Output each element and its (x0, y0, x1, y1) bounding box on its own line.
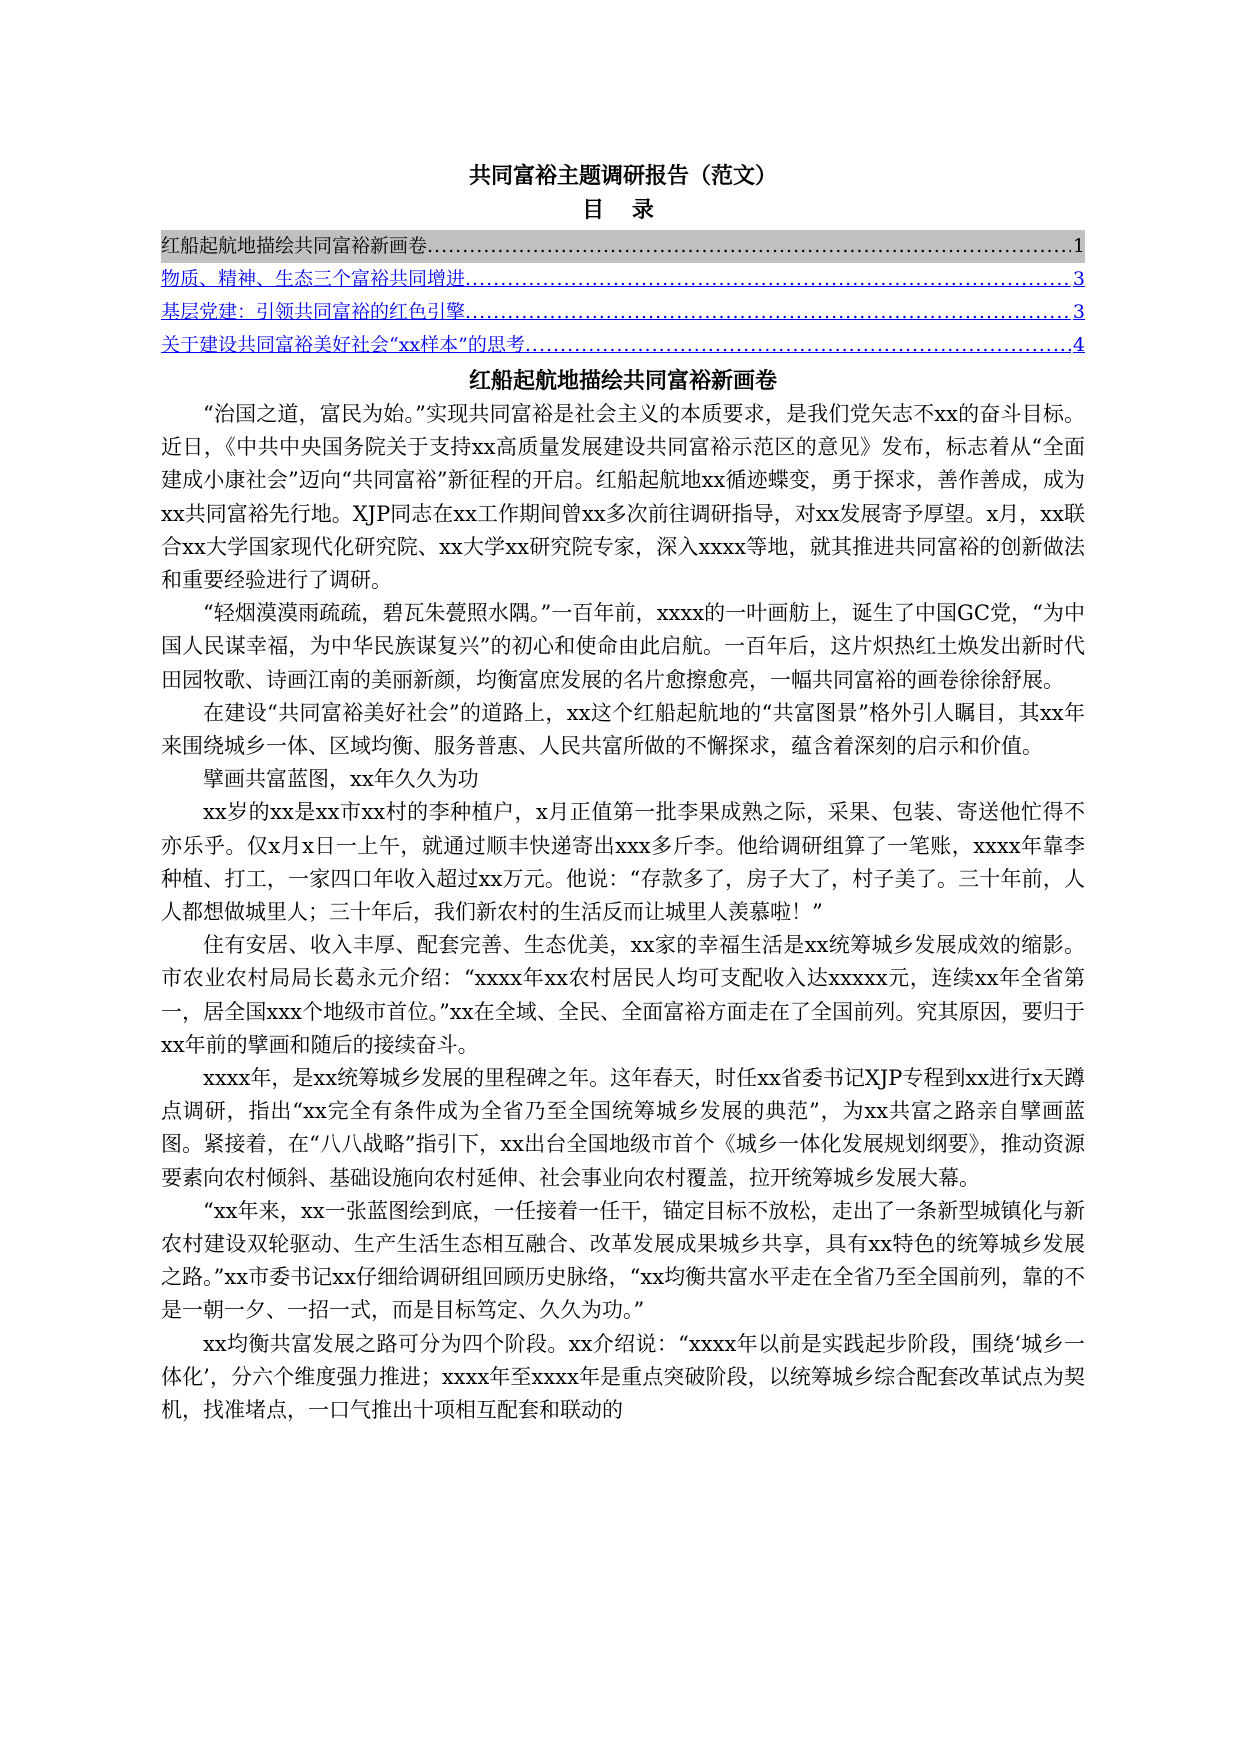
paragraph: 住有安居、收入丰厚、配套完善、生态优美，xx家的幸福生活是xx统筹城乡发展成效的缩影。市农业农村局局长葛永元介绍：“xxxx年xx农村居民人均可支配收入达xxxxx元，连续xx年全省第一，居全国xxx个地级市首位。”xx在全域、全民、全面富裕方面走在了全国前列。究其原因，要归于xx年前的擘画和随后的接续奋斗。 (161, 933, 1085, 1057)
document-title: 共同富裕主题调研报告（范文） (468, 163, 777, 189)
toc-page-number: 3 (1072, 301, 1085, 323)
toc-dot-leader (465, 263, 1071, 296)
toc-entry-text: 基层党建：引领共同富裕的红色引擎 (161, 301, 466, 323)
toc-entry[interactable] (161, 329, 1085, 362)
paragraph: xx均衡共富发展之路可分为四个阶段。xx介绍说：“xxxx年以前是实践起步阶段，围绕‘城乡一体化’，分六个维度强力推进；xxxx年至xxxx年是重点突破阶段，以统筹城乡综合配套改革试点为契机，找准堵点，一口气推出十项相互配套和联动的 (161, 1331, 1085, 1423)
toc-entry[interactable] (161, 296, 1085, 329)
toc-dot-leader (525, 329, 1071, 362)
toc-entry-text: 红船起航地描绘共同富裕新画卷 (161, 235, 428, 257)
paragraph: “xx年来，xx一张蓝图绘到底，一任接着一任干，锚定目标不放松，走出了一条新型城镇化与新农村建设双轮驱动、生产生活生态相互融合、改革发展成果城乡共享，具有xx特色的统筹城乡发展之路。”xx市委书记xx仔细给调研组回顾历史脉络，“xx均衡共富水平走在全省乃至全国前列，靠的不是一朝一夕、一招一式，而是目标笃定、久久为功。” (161, 1198, 1085, 1323)
subheading-paragraph: 擘画共富蓝图，xx年久久为功 (203, 767, 479, 792)
document-page (161, 160, 1085, 1427)
toc-entry-text: 关于建设共同富裕美好社会“xx样本”的思考 (161, 334, 525, 356)
toc-page-number: 3 (1072, 268, 1085, 290)
toc-entry-text: 物质、精神、生态三个富裕共同增进 (161, 268, 466, 290)
toc-page-number: 4 (1072, 334, 1085, 356)
toc-dot-leader (427, 230, 1071, 263)
paragraph: “治国之道，富民为始。”实现共同富裕是社会主义的本质要求，是我们党矢志不xx的奋斗目标。近日，《中共中央国务院关于支持xx高质量发展建设共同富裕示范区的意见》发布，标志着从“全面建成小康社会”迈向“共同富裕”新征程的开启。红船起航地xx循迹蝶变，勇于探求，善作善成，成为xx共同富裕先行地。XJP同志在xx工作期间曾xx多次前往调研指导，对xx发展寄予厚望。x月，xx联合xx大学国家现代化研究院、xx大学xx研究院专家，深入xxxx等地，就其推进共同富裕的创新做法和重要经验进行了调研。 (161, 402, 1085, 593)
toc-heading: 目 录 (582, 197, 664, 223)
paragraph: xx岁的xx是xx市xx村的李种植户，x月正值第一批李果成熟之际，采果、包装、寄送他忙得不亦乐乎。仅x月x日一上午，就通过顺丰快递寄出xxx多斤李。他给调研组算了一笔账，xxxx年靠李种植、打工，一家四口年收入超过xx万元。他说：“存款多了，房子大了，村子美了。三十年前，人人都想做城里人；三十年后，我们新农村的生活反而让城里人羡慕啦！” (161, 800, 1085, 925)
toc-page-number: 1 (1072, 235, 1085, 257)
body-text (161, 398, 1085, 1427)
paragraph: “轻烟漠漠雨疏疏，碧瓦朱甍照水隅。”一百年前，xxxx的一叶画舫上，诞生了中国GC党，“为中国人民谋幸福，为中华民族谋复兴”的初心和使命由此启航。一百年后，这片炽热红土焕发出新时代田园牧歌、诗画江南的美丽新颜，均衡富庶发展的名片愈擦愈亮，一幅共同富裕的画卷徐徐舒展。 (161, 601, 1085, 692)
toc-entry[interactable] (161, 263, 1085, 296)
paragraph: 在建设“共同富裕美好社会”的道路上，xx这个红船起航地的“共富图景”格外引人瞩目，其xx年来围绕城乡一体、区域均衡、服务普惠、人民共富所做的不懈探求，蕴含着深刻的启示和价值。 (161, 700, 1085, 759)
section-title: 红船起航地描绘共同富裕新画卷 (468, 368, 777, 394)
toc-entry[interactable] (161, 230, 1085, 263)
paragraph: xxxx年，是xx统筹城乡发展的里程碑之年。这年春天，时任xx省委书记XJP专程到xx进行x天蹲点调研，指出“xx完全有条件成为全省乃至全国统筹城乡发展的典范”，为xx共富之路亲自擘画蓝图。紧接着，在“八八战略”指引下，xx出台全国地级市首个《城乡一体化发展规划纲要》，推动资源要素向农村倾斜、基础设施向农村延伸、社会事业向农村覆盖，拉开统筹城乡发展大幕。 (161, 1066, 1085, 1190)
toc-dot-leader (465, 296, 1071, 329)
table-of-contents (161, 230, 1085, 362)
